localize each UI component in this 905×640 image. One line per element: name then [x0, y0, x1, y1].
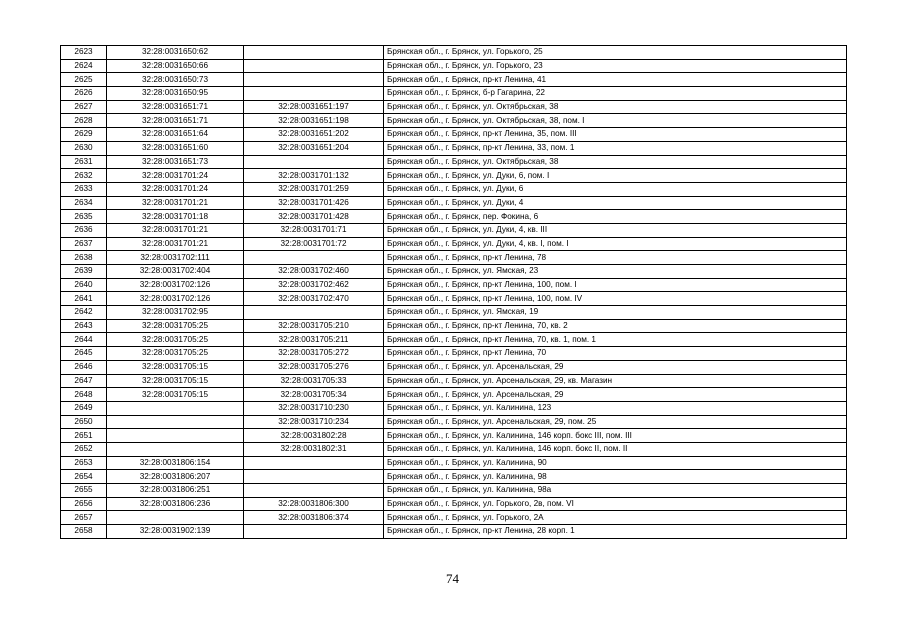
building-cadastral-number-cell: 32:28:0031651:198	[244, 114, 384, 128]
row-number-cell: 2623	[61, 46, 107, 60]
building-cadastral-number-cell: 32:28:0031806:374	[244, 511, 384, 525]
land-cadastral-number-cell: 32:28:0031702:95	[107, 306, 244, 320]
building-cadastral-number-cell	[244, 306, 384, 320]
table-row	[61, 100, 847, 114]
table-row	[61, 87, 847, 101]
land-cadastral-number-cell: 32:28:0031651:73	[107, 155, 244, 169]
building-cadastral-number-cell	[244, 87, 384, 101]
land-cadastral-number-cell	[107, 511, 244, 525]
land-cadastral-number-cell	[107, 442, 244, 456]
row-number-cell: 2647	[61, 374, 107, 388]
address-cell: Брянская обл., г. Брянск, ул. Горького, 2в, пом. VI	[384, 497, 847, 511]
address-cell: Брянская обл., г. Брянск, ул. Горького, 2А	[384, 511, 847, 525]
address-cell: Брянская обл., г. Брянск, пр-кт Ленина, 70, кв. 2	[384, 319, 847, 333]
row-number-cell: 2646	[61, 360, 107, 374]
address-cell: Брянская обл., г. Брянск, пр-кт Ленина, 70, кв. 1, пом. 1	[384, 333, 847, 347]
address-cell: Брянская обл., г. Брянск, ул. Горького, 23	[384, 59, 847, 73]
row-number-cell: 2650	[61, 415, 107, 429]
row-number-cell: 2645	[61, 347, 107, 361]
building-cadastral-number-cell: 32:28:0031701:71	[244, 223, 384, 237]
row-number-cell: 2638	[61, 251, 107, 265]
address-cell: Брянская обл., г. Брянск, пр-кт Ленина, 28 корп. 1	[384, 525, 847, 539]
building-cadastral-number-cell: 32:28:0031701:426	[244, 196, 384, 210]
table-row	[61, 484, 847, 498]
table-row	[61, 237, 847, 251]
land-cadastral-number-cell: 32:28:0031806:154	[107, 456, 244, 470]
building-cadastral-number-cell	[244, 251, 384, 265]
land-cadastral-number-cell: 32:28:0031702:126	[107, 278, 244, 292]
building-cadastral-number-cell: 32:28:0031702:460	[244, 265, 384, 279]
row-number-cell: 2624	[61, 59, 107, 73]
building-cadastral-number-cell	[244, 456, 384, 470]
land-cadastral-number-cell: 32:28:0031650:73	[107, 73, 244, 87]
row-number-cell: 2649	[61, 401, 107, 415]
building-cadastral-number-cell	[244, 155, 384, 169]
table-row	[61, 497, 847, 511]
address-cell: Брянская обл., г. Брянск, пер. Фокина, 6	[384, 210, 847, 224]
address-cell: Брянская обл., г. Брянск, ул. Горького, 25	[384, 46, 847, 60]
address-cell: Брянская обл., г. Брянск, ул. Дуки, 4, кв. III	[384, 223, 847, 237]
address-cell: Брянская обл., г. Брянск, пр-кт Ленина, 33, пом. 1	[384, 141, 847, 155]
row-number-cell: 2631	[61, 155, 107, 169]
row-number-cell: 2629	[61, 128, 107, 142]
table-row	[61, 525, 847, 539]
land-cadastral-number-cell	[107, 401, 244, 415]
table-row	[61, 429, 847, 443]
land-cadastral-number-cell: 32:28:0031701:18	[107, 210, 244, 224]
building-cadastral-number-cell: 32:28:0031702:470	[244, 292, 384, 306]
land-cadastral-number-cell: 32:28:0031701:21	[107, 237, 244, 251]
address-cell: Брянская обл., г. Брянск, пр-кт Ленина, 70	[384, 347, 847, 361]
land-cadastral-number-cell: 32:28:0031651:71	[107, 114, 244, 128]
table-row	[61, 223, 847, 237]
row-number-cell: 2626	[61, 87, 107, 101]
land-cadastral-number-cell: 32:28:0031705:25	[107, 319, 244, 333]
address-cell: Брянская обл., г. Брянск, ул. Калинина, 146 корп. бокс III, пом. III	[384, 429, 847, 443]
building-cadastral-number-cell	[244, 470, 384, 484]
table-row	[61, 456, 847, 470]
land-cadastral-number-cell: 32:28:0031902:139	[107, 525, 244, 539]
land-cadastral-number-cell: 32:28:0031650:66	[107, 59, 244, 73]
land-cadastral-number-cell: 32:28:0031705:15	[107, 388, 244, 402]
land-cadastral-number-cell: 32:28:0031651:71	[107, 100, 244, 114]
land-cadastral-number-cell: 32:28:0031650:95	[107, 87, 244, 101]
land-cadastral-number-cell: 32:28:0031702:111	[107, 251, 244, 265]
address-cell: Брянская обл., г. Брянск, пр-кт Ленина, 35, пом. III	[384, 128, 847, 142]
row-number-cell: 2630	[61, 141, 107, 155]
land-cadastral-number-cell: 32:28:0031650:62	[107, 46, 244, 60]
address-cell: Брянская обл., г. Брянск, ул. Арсенальская, 29	[384, 360, 847, 374]
building-cadastral-number-cell: 32:28:0031701:132	[244, 169, 384, 183]
land-cadastral-number-cell: 32:28:0031806:251	[107, 484, 244, 498]
land-cadastral-number-cell: 32:28:0031702:126	[107, 292, 244, 306]
row-number-cell: 2635	[61, 210, 107, 224]
land-cadastral-number-cell: 32:28:0031806:207	[107, 470, 244, 484]
row-number-cell: 2627	[61, 100, 107, 114]
row-number-cell: 2633	[61, 182, 107, 196]
table-row	[61, 59, 847, 73]
building-cadastral-number-cell: 32:28:0031705:211	[244, 333, 384, 347]
land-cadastral-number-cell	[107, 429, 244, 443]
table-row	[61, 278, 847, 292]
building-cadastral-number-cell: 32:28:0031705:276	[244, 360, 384, 374]
table-row	[61, 415, 847, 429]
address-cell: Брянская обл., г. Брянск, ул. Калинина, 123	[384, 401, 847, 415]
address-cell: Брянская обл., г. Брянск, пр-кт Ленина, 41	[384, 73, 847, 87]
address-cell: Брянская обл., г. Брянск, ул. Октябрьская, 38, пом. I	[384, 114, 847, 128]
address-cell: Брянская обл., г. Брянск, пр-кт Ленина, 100, пом. IV	[384, 292, 847, 306]
building-cadastral-number-cell: 32:28:0031802:31	[244, 442, 384, 456]
address-cell: Брянская обл., г. Брянск, ул. Ямская, 23	[384, 265, 847, 279]
row-number-cell: 2636	[61, 223, 107, 237]
row-number-cell: 2642	[61, 306, 107, 320]
address-cell: Брянская обл., г. Брянск, ул. Дуки, 4	[384, 196, 847, 210]
property-table	[60, 45, 847, 539]
row-number-cell: 2658	[61, 525, 107, 539]
address-cell: Брянская обл., г. Брянск, ул. Арсенальская, 29	[384, 388, 847, 402]
table-row	[61, 196, 847, 210]
building-cadastral-number-cell: 32:28:0031705:33	[244, 374, 384, 388]
table-row	[61, 265, 847, 279]
address-cell: Брянская обл., г. Брянск, ул. Октябрьская, 38	[384, 100, 847, 114]
building-cadastral-number-cell: 32:28:0031710:230	[244, 401, 384, 415]
row-number-cell: 2644	[61, 333, 107, 347]
building-cadastral-number-cell: 32:28:0031701:72	[244, 237, 384, 251]
address-cell: Брянская обл., г. Брянск, ул. Дуки, 4, кв. I, пом. I	[384, 237, 847, 251]
row-number-cell: 2625	[61, 73, 107, 87]
row-number-cell: 2641	[61, 292, 107, 306]
building-cadastral-number-cell	[244, 73, 384, 87]
row-number-cell: 2628	[61, 114, 107, 128]
address-cell: Брянская обл., г. Брянск, ул. Калинина, 98	[384, 470, 847, 484]
address-cell: Брянская обл., г. Брянск, б-р Гагарина, 22	[384, 87, 847, 101]
table-row	[61, 470, 847, 484]
address-cell: Брянская обл., г. Брянск, ул. Арсенальская, 29, пом. 25	[384, 415, 847, 429]
address-cell: Брянская обл., г. Брянск, ул. Калинина, 98а	[384, 484, 847, 498]
table-row	[61, 347, 847, 361]
table-row	[61, 306, 847, 320]
table-row	[61, 333, 847, 347]
table-row	[61, 182, 847, 196]
land-cadastral-number-cell	[107, 415, 244, 429]
table-row	[61, 114, 847, 128]
row-number-cell: 2652	[61, 442, 107, 456]
land-cadastral-number-cell: 32:28:0031651:64	[107, 128, 244, 142]
row-number-cell: 2643	[61, 319, 107, 333]
table-row	[61, 442, 847, 456]
address-cell: Брянская обл., г. Брянск, ул. Калинина, 90	[384, 456, 847, 470]
building-cadastral-number-cell: 32:28:0031806:300	[244, 497, 384, 511]
land-cadastral-number-cell: 32:28:0031705:15	[107, 360, 244, 374]
table-row	[61, 388, 847, 402]
address-cell: Брянская обл., г. Брянск, пр-кт Ленина, 100, пом. I	[384, 278, 847, 292]
row-number-cell: 2657	[61, 511, 107, 525]
table-row	[61, 141, 847, 155]
property-table-body	[61, 46, 847, 539]
address-cell: Брянская обл., г. Брянск, ул. Арсенальская, 29, кв. Магазин	[384, 374, 847, 388]
building-cadastral-number-cell: 32:28:0031702:462	[244, 278, 384, 292]
land-cadastral-number-cell: 32:28:0031701:21	[107, 196, 244, 210]
table-row	[61, 128, 847, 142]
table-row	[61, 360, 847, 374]
row-number-cell: 2639	[61, 265, 107, 279]
building-cadastral-number-cell	[244, 484, 384, 498]
land-cadastral-number-cell: 32:28:0031705:25	[107, 333, 244, 347]
building-cadastral-number-cell: 32:28:0031651:204	[244, 141, 384, 155]
table-row	[61, 511, 847, 525]
table-row	[61, 169, 847, 183]
address-cell: Брянская обл., г. Брянск, ул. Ямская, 19	[384, 306, 847, 320]
table-row	[61, 319, 847, 333]
address-cell: Брянская обл., г. Брянск, пр-кт Ленина, 78	[384, 251, 847, 265]
building-cadastral-number-cell: 32:28:0031651:202	[244, 128, 384, 142]
building-cadastral-number-cell: 32:28:0031701:259	[244, 182, 384, 196]
building-cadastral-number-cell: 32:28:0031701:428	[244, 210, 384, 224]
table-row	[61, 401, 847, 415]
table-row	[61, 73, 847, 87]
row-number-cell: 2653	[61, 456, 107, 470]
address-cell: Брянская обл., г. Брянск, ул. Калинина, 146 корп. бокс II, пом. II	[384, 442, 847, 456]
building-cadastral-number-cell: 32:28:0031651:197	[244, 100, 384, 114]
land-cadastral-number-cell: 32:28:0031651:60	[107, 141, 244, 155]
table-row	[61, 155, 847, 169]
building-cadastral-number-cell: 32:28:0031705:272	[244, 347, 384, 361]
table-row	[61, 374, 847, 388]
land-cadastral-number-cell: 32:28:0031701:24	[107, 182, 244, 196]
building-cadastral-number-cell: 32:28:0031705:34	[244, 388, 384, 402]
row-number-cell: 2656	[61, 497, 107, 511]
land-cadastral-number-cell: 32:28:0031701:21	[107, 223, 244, 237]
building-cadastral-number-cell: 32:28:0031710:234	[244, 415, 384, 429]
page-number: 74	[446, 571, 459, 586]
building-cadastral-number-cell	[244, 525, 384, 539]
building-cadastral-number-cell: 32:28:0031802:28	[244, 429, 384, 443]
row-number-cell: 2640	[61, 278, 107, 292]
row-number-cell: 2637	[61, 237, 107, 251]
address-cell: Брянская обл., г. Брянск, ул. Октябрьская, 38	[384, 155, 847, 169]
building-cadastral-number-cell	[244, 59, 384, 73]
land-cadastral-number-cell: 32:28:0031705:25	[107, 347, 244, 361]
row-number-cell: 2651	[61, 429, 107, 443]
land-cadastral-number-cell: 32:28:0031701:24	[107, 169, 244, 183]
land-cadastral-number-cell: 32:28:0031806:236	[107, 497, 244, 511]
table-row	[61, 292, 847, 306]
building-cadastral-number-cell: 32:28:0031705:210	[244, 319, 384, 333]
table-row	[61, 210, 847, 224]
row-number-cell: 2655	[61, 484, 107, 498]
address-cell: Брянская обл., г. Брянск, ул. Дуки, 6, пом. I	[384, 169, 847, 183]
row-number-cell: 2634	[61, 196, 107, 210]
land-cadastral-number-cell: 32:28:0031702:404	[107, 265, 244, 279]
land-cadastral-number-cell: 32:28:0031705:15	[107, 374, 244, 388]
table-row	[61, 251, 847, 265]
row-number-cell: 2648	[61, 388, 107, 402]
address-cell: Брянская обл., г. Брянск, ул. Дуки, 6	[384, 182, 847, 196]
row-number-cell: 2632	[61, 169, 107, 183]
table-row	[61, 46, 847, 60]
row-number-cell: 2654	[61, 470, 107, 484]
building-cadastral-number-cell	[244, 46, 384, 60]
